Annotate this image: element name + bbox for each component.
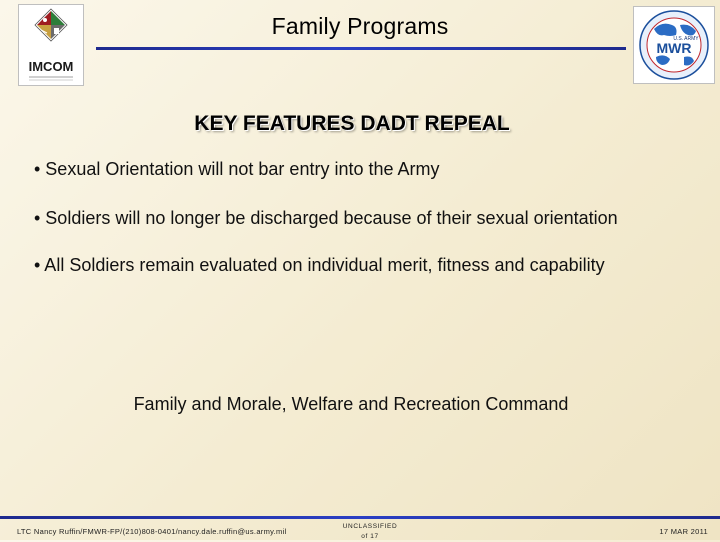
bullet-list (34, 158, 654, 301)
classification-label: UNCLASSIFIED (342, 523, 398, 530)
page-title: Family Programs (271, 13, 449, 39)
imcom-emblem-icon (19, 5, 83, 85)
mwr-logo-text: MWR (656, 40, 692, 56)
army-arc-text: U.S. ARMY (673, 36, 699, 42)
globe-icon (634, 7, 714, 83)
bullet-item: • All Soldiers remain evaluated on individual merit, fitness and capability (34, 255, 605, 275)
imcom-logo-text: IMCOM (28, 59, 74, 74)
header-divider (96, 47, 626, 50)
imcom-logo (18, 4, 84, 86)
bullet-item: • Soldiers will no longer be discharged because of their sexual orientation (34, 208, 618, 228)
footer-contact: LTC Nancy Ruffin/FMWR-FP/(210)808-0401/nancy.dale.ruffin@us.army.mil (17, 527, 287, 536)
footer-classification (340, 522, 400, 542)
army-mwr-logo (633, 6, 715, 84)
footer-divider (0, 516, 720, 519)
section-heading: KEY FEATURES DADT REPEAL (194, 112, 510, 135)
footer-date: 17 MAR 2011 (659, 527, 708, 536)
page-count: of 17 (361, 533, 379, 540)
bullet-item: • Sexual Orientation will not bar entry into the Army (34, 159, 440, 179)
command-name: Family and Morale, Welfare and Recreation Command (133, 394, 569, 414)
